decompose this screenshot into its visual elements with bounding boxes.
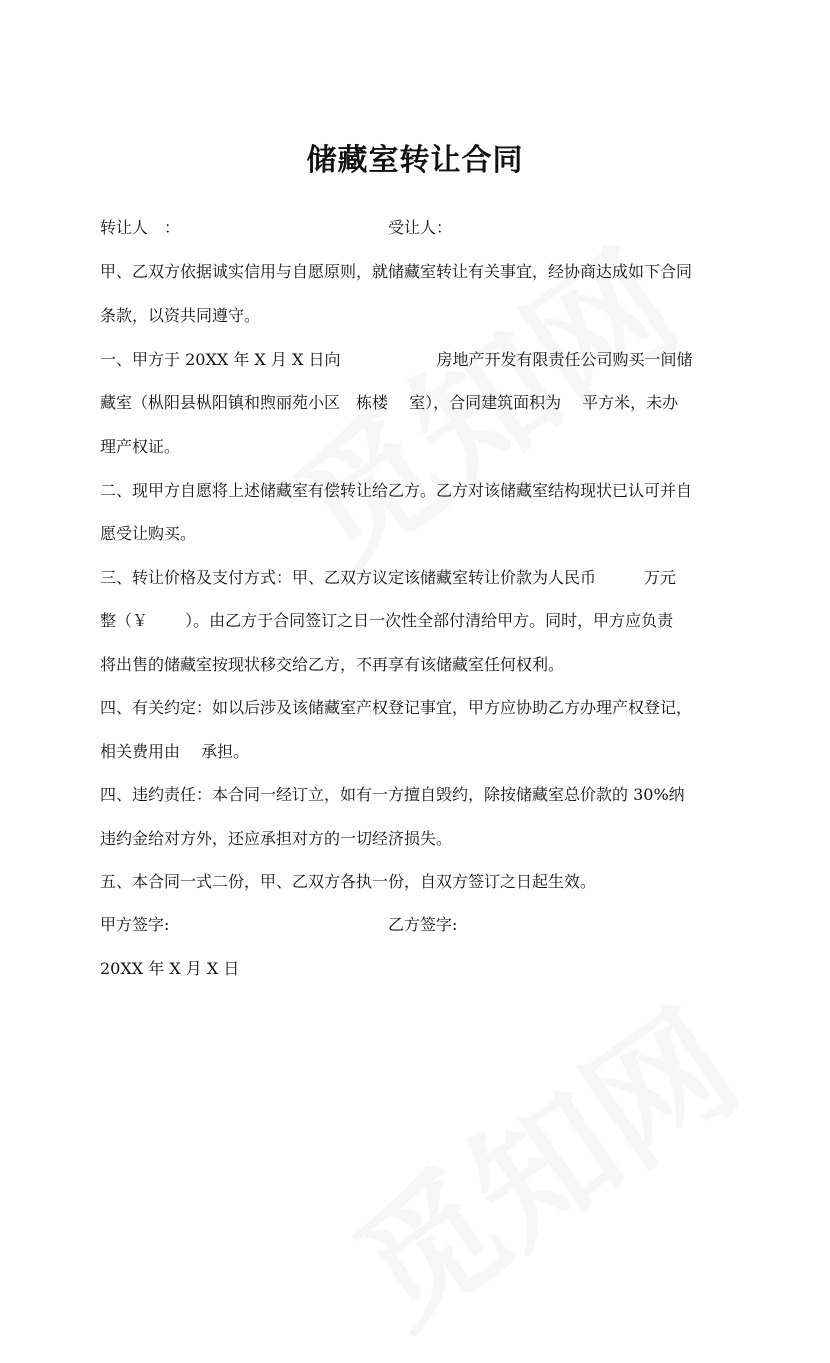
clause-3-line: 整（￥ ）。由乙方于合同签订之日一次性全部付清给甲方。同时，甲方应负责 [100,611,674,630]
clause-2-line: 二、现甲方自愿将上述储藏室有偿转让给乙方。乙方对该储藏室结构现状已认可并自 [100,481,693,500]
document-title: 储藏室转让合同 [306,143,524,178]
clause-2-line: 愿受让购买。 [100,524,197,543]
clause-1-line: 理产权证。 [100,437,181,456]
clause-4-line: 四、有关约定：如以后涉及该储藏室产权登记事宜，甲方应协助乙方办理产权登记， [100,698,693,717]
clause-breach-line: 违约金给对方外，还应承担对方的一切经济损失。 [100,829,453,848]
transferee-label: 受让人： [388,218,453,237]
transferor-label: 转让人 ： [100,218,181,237]
party-b-signature-label: 乙方签字: [388,915,458,934]
clause-breach-line: 四、违约责任：本合同一经订立，如有一方擅自毁约，除按储藏室总价款的 30%纳 [100,785,685,804]
party-a-signature-label: 甲方签字: [100,915,170,934]
clause-1-line: 藏室（枞阳县枞阳镇和煦丽苑小区 栋楼 室），合同建筑面积为 平方米，未办 [100,393,679,412]
clause-4-line: 相关费用由 承担。 [100,742,250,761]
contract-date: 20XX 年 X 月 X 日 [100,959,240,978]
clause-5-line: 五、本合同一式二份，甲、乙双方各执一份，自双方签订之日起生效。 [100,872,597,891]
clause-1-line: 一、甲方于 20XX 年 X 月 X 日向 房地产开发有限责任公司购买一间储 [100,350,693,369]
paragraph-line: 甲、乙双方依据诚实信用与自愿原则，就储藏室转让有关事宜，经协商达成如下合同 [100,262,693,281]
paragraph-line: 条款，以资共同遵守。 [100,306,261,325]
clause-3-line: 三、转让价格及支付方式：甲、乙双方议定该储藏室转让价款为人民币 万元 [100,568,677,587]
watermark [310,958,769,1363]
clause-3-line: 将出售的储藏室按现状移交给乙方，不再享有该储藏室任何权利。 [100,655,565,674]
